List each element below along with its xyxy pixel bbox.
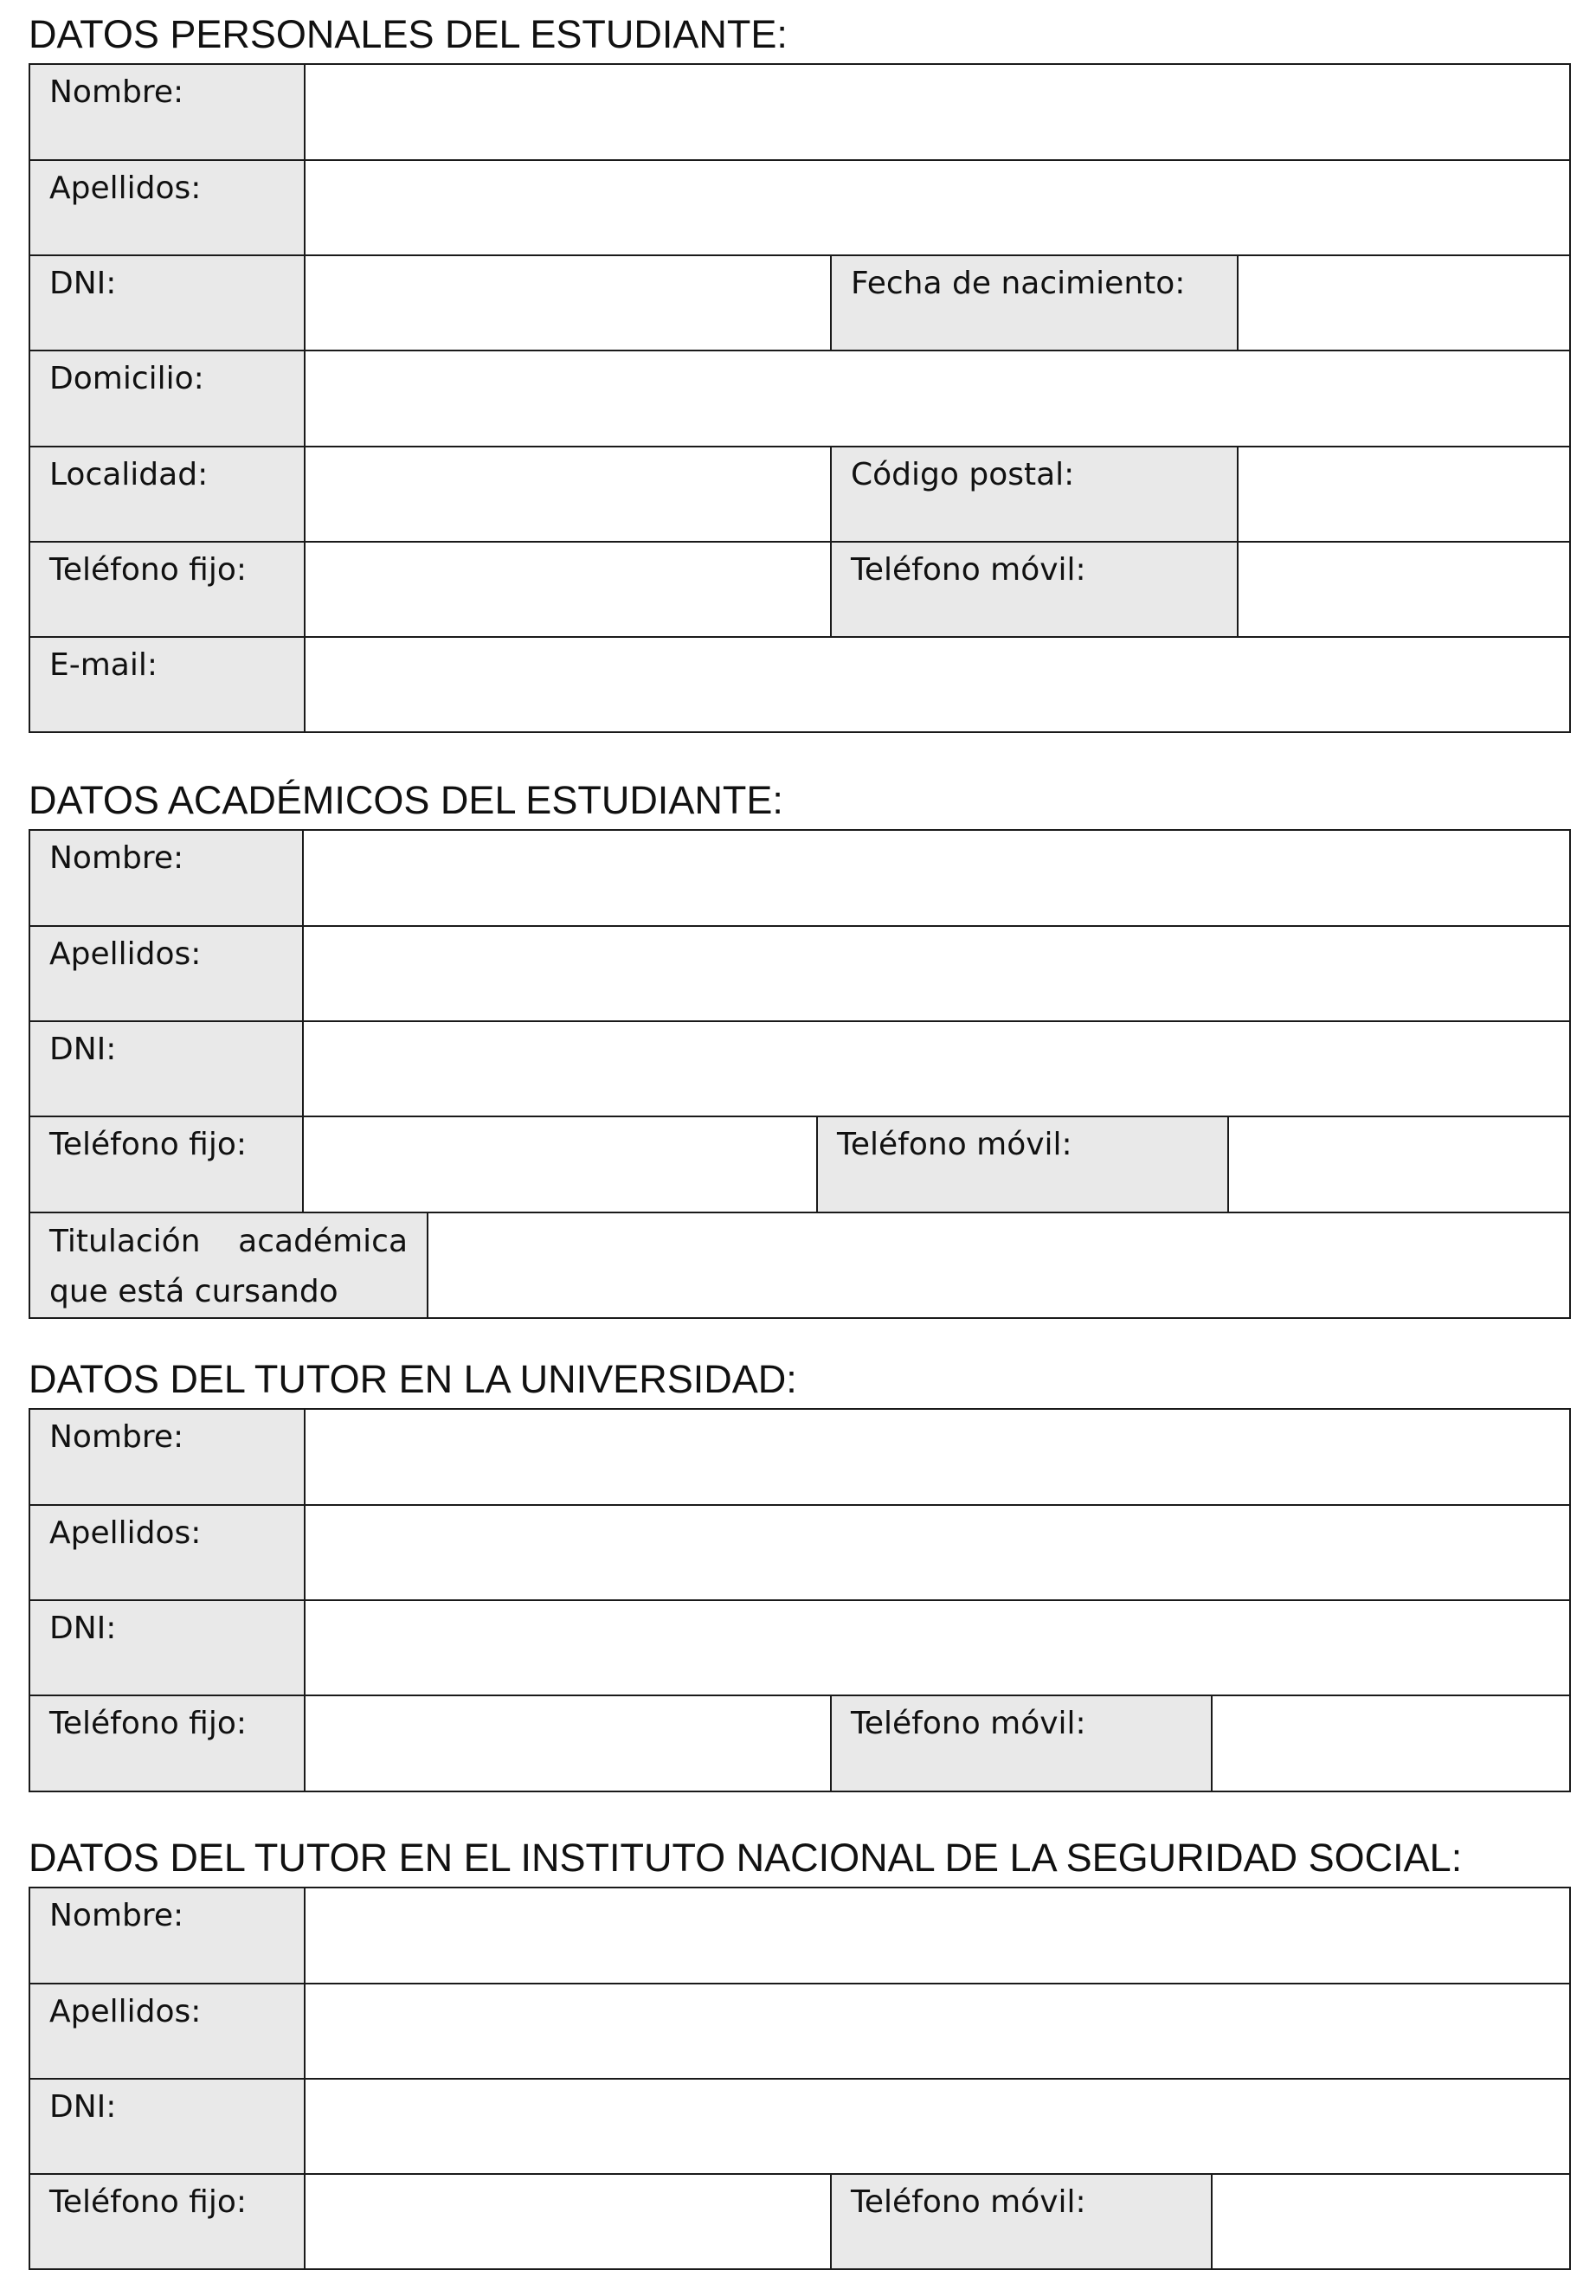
dni-label-cell bbox=[29, 255, 305, 351]
domicilio-label: Domicilio: bbox=[49, 361, 204, 396]
academic-telefono-movil-field[interactable] bbox=[1228, 1116, 1570, 1212]
telefono-fijo-label: Teléfono fijo: bbox=[49, 552, 247, 588]
table-row bbox=[29, 542, 1570, 637]
tutor-uni-telefono-movil-field[interactable] bbox=[1212, 1695, 1570, 1791]
tutor-inss-dni-label: DNI: bbox=[49, 2089, 117, 2125]
dni-label: DNI: bbox=[49, 266, 117, 301]
academic-telefono-fijo-label-cell bbox=[29, 1116, 303, 1212]
tutor-inss-telefono-fijo-label-cell bbox=[29, 2174, 305, 2269]
table-row bbox=[29, 1600, 1570, 1695]
academic-data-table bbox=[29, 829, 1571, 1319]
nombre-field[interactable] bbox=[305, 64, 1570, 160]
email-label-cell bbox=[29, 637, 305, 732]
table-row bbox=[29, 1021, 1570, 1116]
table-row bbox=[29, 64, 1570, 160]
academic-telefono-movil-label: Teléfono móvil: bbox=[837, 1127, 1072, 1162]
table-row bbox=[29, 2174, 1570, 2269]
tutor-inss-telefono-movil-label-cell bbox=[831, 2174, 1212, 2269]
table-row bbox=[29, 1409, 1570, 1505]
table-row bbox=[29, 637, 1570, 732]
tutor-inss-apellidos-label: Apellidos: bbox=[49, 1994, 202, 2029]
telefono-fijo-field[interactable] bbox=[305, 542, 831, 637]
section-title-academic: DATOS ACADÉMICOS DEL ESTUDIANTE: bbox=[29, 778, 783, 822]
table-row bbox=[29, 830, 1570, 926]
tutor-inss-nombre-label: Nombre: bbox=[49, 1898, 184, 1933]
academic-apellidos-label: Apellidos: bbox=[49, 936, 202, 972]
tutor-inss-telefono-fijo-field[interactable] bbox=[305, 2174, 831, 2269]
section-title-personal: DATOS PERSONALES DEL ESTUDIANTE: bbox=[29, 12, 788, 56]
tutor-inss-telefono-fijo-label: Teléfono fijo: bbox=[49, 2184, 247, 2220]
tutor-uni-telefono-fijo-label: Teléfono fijo: bbox=[49, 1706, 247, 1741]
tutor-uni-nombre-label-cell bbox=[29, 1409, 305, 1505]
telefono-fijo-label-cell bbox=[29, 542, 305, 637]
codigo-postal-field[interactable] bbox=[1238, 447, 1570, 542]
academic-nombre-label-cell bbox=[29, 830, 303, 926]
tutor-uni-nombre-field[interactable] bbox=[305, 1409, 1570, 1505]
email-label: E-mail: bbox=[49, 647, 158, 683]
academic-telefono-movil-label-cell bbox=[817, 1116, 1228, 1212]
tutor-uni-apellidos-field[interactable] bbox=[305, 1505, 1570, 1600]
telefono-movil-label: Teléfono móvil: bbox=[851, 552, 1086, 588]
localidad-label-cell bbox=[29, 447, 305, 542]
table-row bbox=[29, 1695, 1570, 1791]
table-row bbox=[29, 1116, 1570, 1212]
tutor-inss-nombre-label-cell bbox=[29, 1888, 305, 1984]
apellidos-label: Apellidos: bbox=[49, 170, 202, 206]
tutor-uni-telefono-fijo-label-cell bbox=[29, 1695, 305, 1791]
tutor-inss-apellidos-label-cell bbox=[29, 1984, 305, 2079]
fecha-nacimiento-label: Fecha de nacimiento: bbox=[851, 266, 1186, 301]
apellidos-label-cell bbox=[29, 160, 305, 255]
dni-field[interactable] bbox=[305, 255, 831, 351]
tutor-uni-dni-field[interactable] bbox=[305, 1600, 1570, 1695]
tutor-inss-table bbox=[29, 1887, 1571, 2270]
table-row bbox=[29, 1888, 1570, 1984]
tutor-uni-telefono-fijo-field[interactable] bbox=[305, 1695, 831, 1791]
tutor-inss-telefono-movil-field[interactable] bbox=[1212, 2174, 1570, 2269]
personal-data-table bbox=[29, 63, 1571, 733]
tutor-uni-telefono-movil-label: Teléfono móvil: bbox=[851, 1706, 1086, 1741]
section-title-tutor-universidad: DATOS DEL TUTOR EN LA UNIVERSIDAD: bbox=[29, 1357, 797, 1401]
table-row bbox=[29, 447, 1570, 542]
academic-telefono-fijo-label: Teléfono fijo: bbox=[49, 1127, 247, 1162]
academic-dni-field[interactable] bbox=[303, 1021, 1570, 1116]
tutor-uni-dni-label-cell bbox=[29, 1600, 305, 1695]
tutor-uni-nombre-label: Nombre: bbox=[49, 1419, 184, 1455]
titulacion-label-cell bbox=[29, 1212, 428, 1318]
domicilio-field[interactable] bbox=[305, 351, 1570, 447]
tutor-uni-apellidos-label: Apellidos: bbox=[49, 1515, 202, 1551]
tutor-uni-telefono-movil-label-cell bbox=[831, 1695, 1212, 1791]
codigo-postal-label-cell bbox=[831, 447, 1238, 542]
titulacion-label: Titulación académica que está cursando bbox=[49, 1224, 408, 1309]
email-field[interactable] bbox=[305, 637, 1570, 732]
section-title-tutor-inss: DATOS DEL TUTOR EN EL INSTITUTO NACIONAL DE LA SEGURIDAD SOCIAL: bbox=[29, 1836, 1463, 1880]
localidad-label: Localidad: bbox=[49, 457, 209, 492]
table-row bbox=[29, 1505, 1570, 1600]
academic-dni-label: DNI: bbox=[49, 1032, 117, 1067]
titulacion-field[interactable] bbox=[428, 1212, 1570, 1318]
tutor-inss-apellidos-field[interactable] bbox=[305, 1984, 1570, 2079]
telefono-movil-field[interactable] bbox=[1238, 542, 1570, 637]
table-row bbox=[29, 1212, 1570, 1318]
table-row bbox=[29, 255, 1570, 351]
academic-nombre-label: Nombre: bbox=[49, 840, 184, 876]
academic-telefono-fijo-field[interactable] bbox=[303, 1116, 817, 1212]
table-row bbox=[29, 1984, 1570, 2079]
fecha-nacimiento-label-cell bbox=[831, 255, 1238, 351]
domicilio-label-cell bbox=[29, 351, 305, 447]
tutor-inss-dni-field[interactable] bbox=[305, 2079, 1570, 2174]
table-row bbox=[29, 160, 1570, 255]
table-row bbox=[29, 926, 1570, 1021]
tutor-universidad-table bbox=[29, 1408, 1571, 1792]
tutor-inss-dni-label-cell bbox=[29, 2079, 305, 2174]
nombre-label: Nombre: bbox=[49, 74, 184, 110]
academic-apellidos-field[interactable] bbox=[303, 926, 1570, 1021]
fecha-nacimiento-field[interactable] bbox=[1238, 255, 1570, 351]
telefono-movil-label-cell bbox=[831, 542, 1238, 637]
academic-nombre-field[interactable] bbox=[303, 830, 1570, 926]
tutor-inss-telefono-movil-label: Teléfono móvil: bbox=[851, 2184, 1086, 2220]
table-row bbox=[29, 2079, 1570, 2174]
table-row bbox=[29, 351, 1570, 447]
codigo-postal-label: Código postal: bbox=[851, 457, 1075, 492]
tutor-inss-nombre-field[interactable] bbox=[305, 1888, 1570, 1984]
academic-dni-label-cell bbox=[29, 1021, 303, 1116]
tutor-uni-dni-label: DNI: bbox=[49, 1611, 117, 1646]
localidad-field[interactable] bbox=[305, 447, 831, 542]
nombre-label-cell bbox=[29, 64, 305, 160]
apellidos-field[interactable] bbox=[305, 160, 1570, 255]
academic-apellidos-label-cell bbox=[29, 926, 303, 1021]
tutor-uni-apellidos-label-cell bbox=[29, 1505, 305, 1600]
